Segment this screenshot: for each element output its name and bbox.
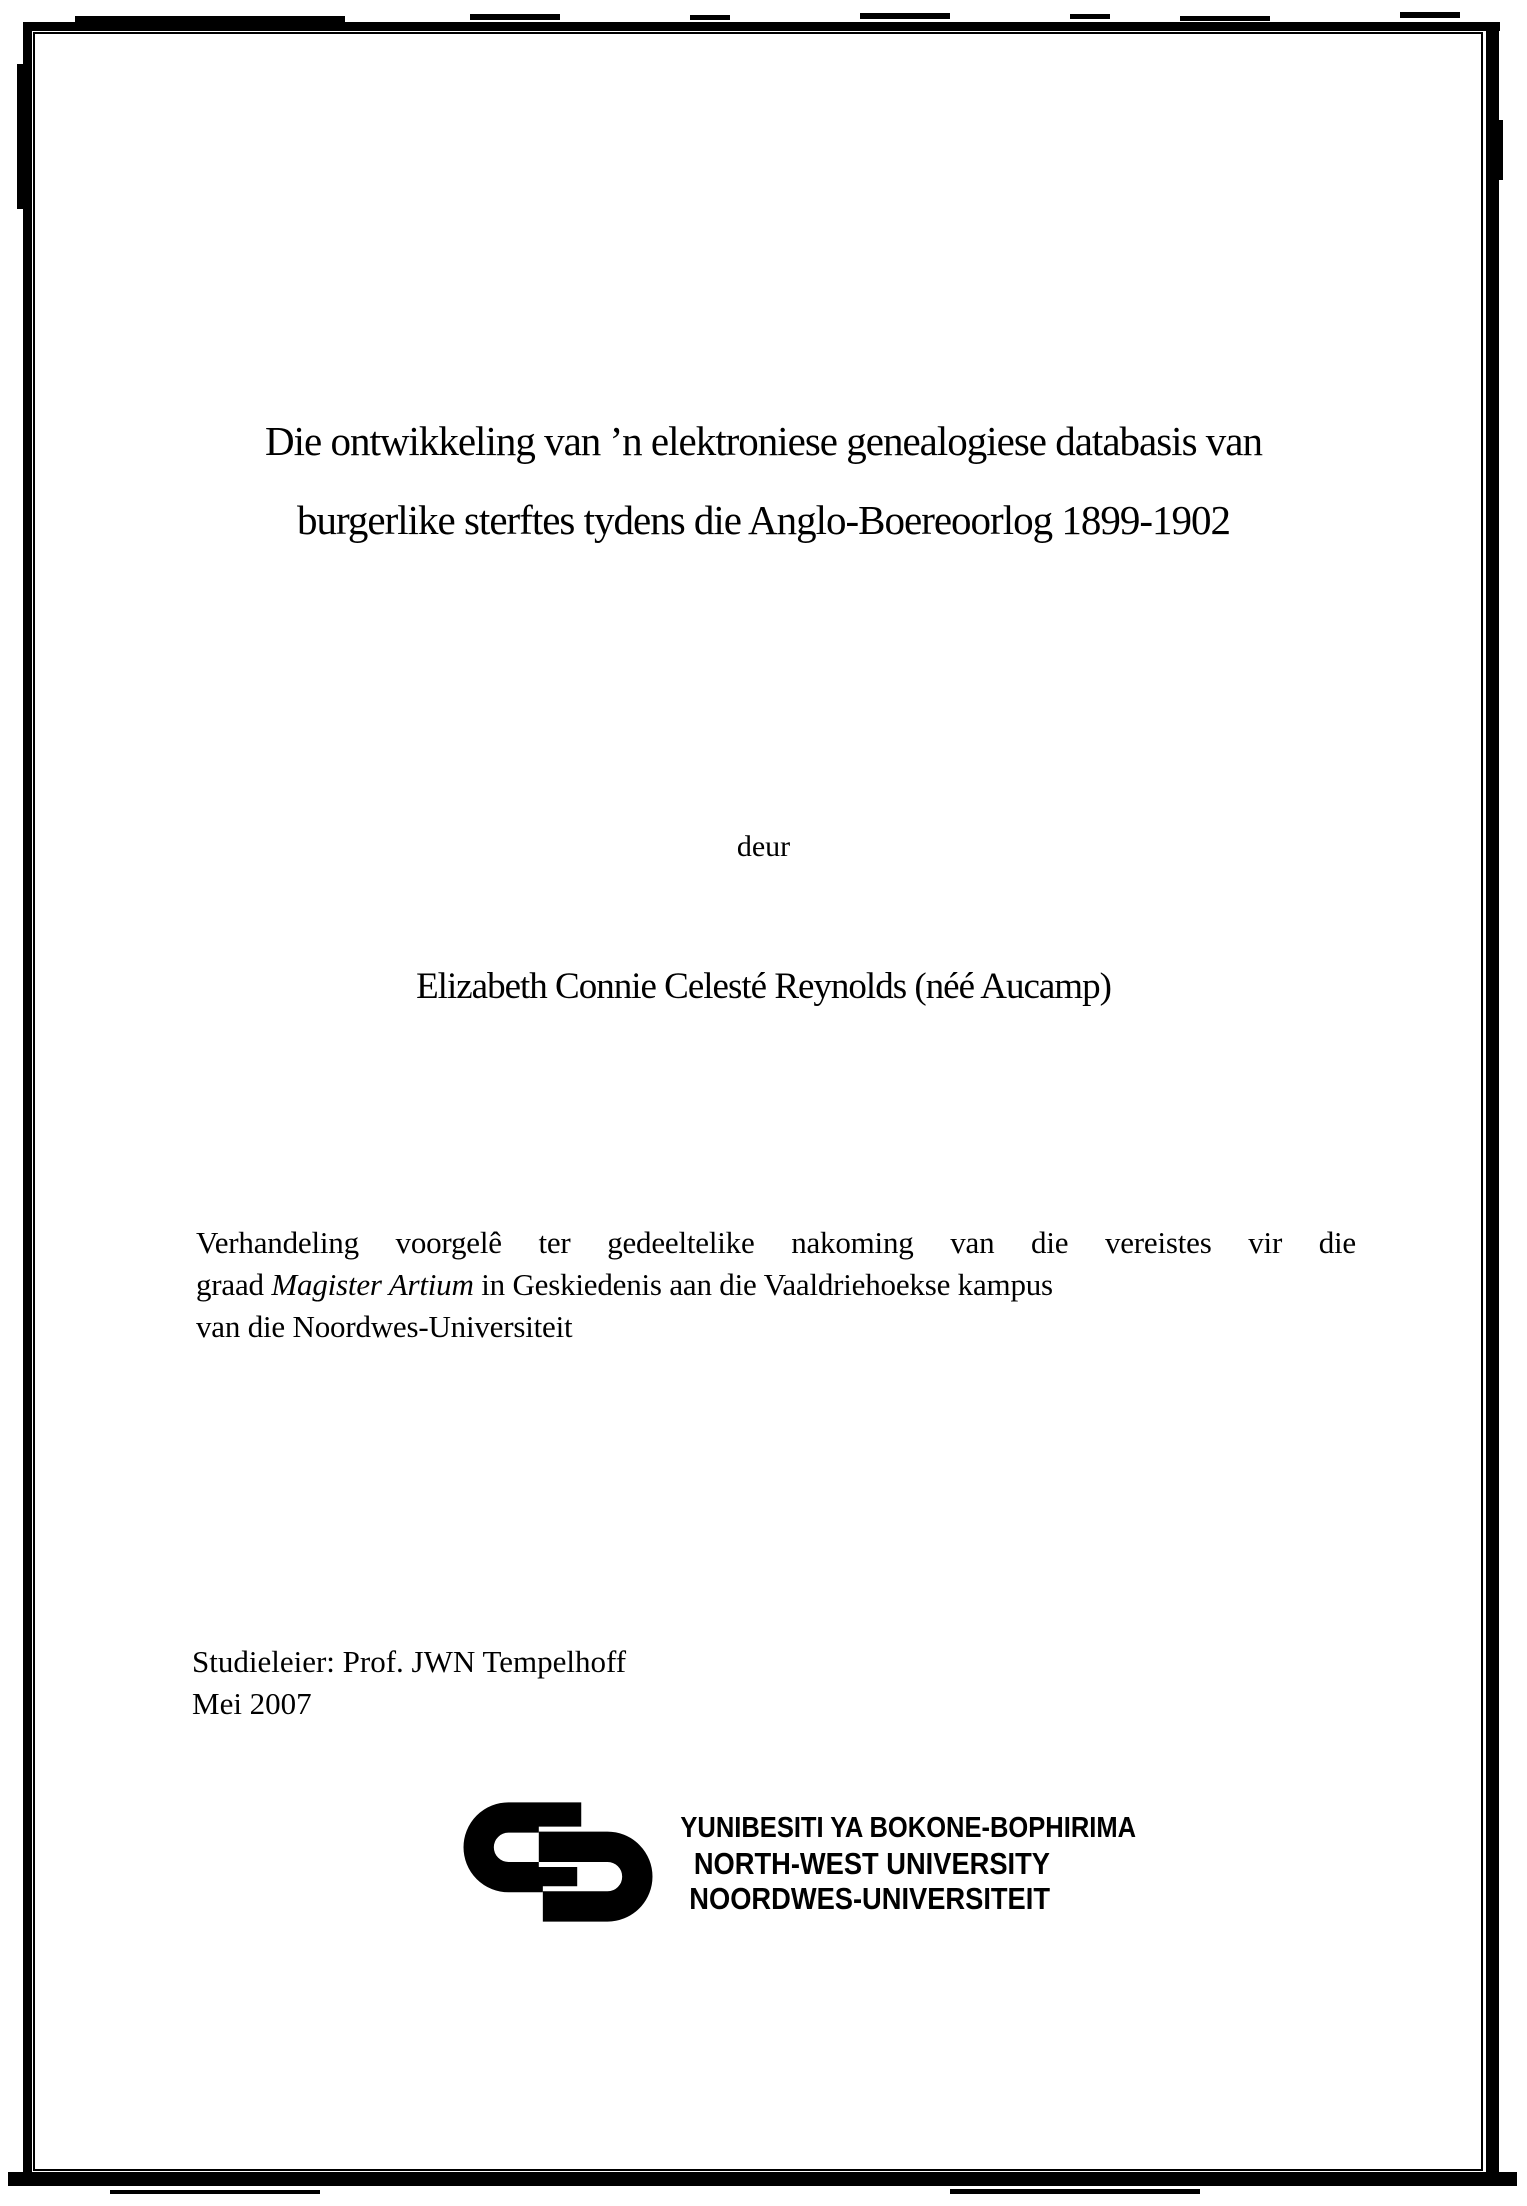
page-border-right	[1486, 22, 1499, 2185]
submission-statement	[196, 1222, 1356, 1348]
scan-artifact	[690, 15, 730, 20]
scan-artifact	[17, 64, 26, 209]
submission-statement-line1: Verhandeling voorgelê ter gedeeltelike nakoming van die vereistes vir die	[196, 1225, 1356, 1260]
submission-statement-line2	[196, 1264, 1356, 1306]
nwu-logo-wordmark	[680, 1810, 1137, 1916]
scan-artifact	[470, 14, 560, 20]
submission-statement-line3: van die Noordwes-Universiteit	[196, 1309, 573, 1344]
scan-artifact	[75, 16, 345, 23]
thesis-title	[60, 402, 1467, 560]
scan-artifact	[1070, 14, 1110, 19]
author-name: Elizabeth Connie Celesté Reynolds (néé Aucamp)	[416, 966, 1111, 1007]
page-border-top	[23, 22, 1500, 31]
thesis-title-line2: burgerlike sterftes tydens die Anglo-Boereoorlog 1899-1902	[296, 497, 1230, 543]
scan-artifact	[860, 13, 950, 19]
nwu-logo-line3: NOORDWES-UNIVERSITEIT	[689, 1881, 1050, 1916]
scan-artifact	[1180, 16, 1270, 21]
supervisor-line: Studieleier: Prof. JWN Tempelhoff	[192, 1644, 627, 1679]
nwu-logo-line1: YUNIBESITI YA BOKONE-BOPHIRIMA	[680, 1812, 1137, 1844]
nwu-logo-mark	[462, 1800, 654, 1932]
nwu-logo-line2: NORTH-WEST UNIVERSITY	[693, 1846, 1050, 1881]
degree-text-post: in Geskiedenis aan die Vaaldriehoekse kampus	[473, 1267, 1053, 1302]
page-border-bottom	[8, 2172, 1517, 2186]
degree-text-pre: graad	[196, 1267, 272, 1302]
thesis-title-line1: Die ontwikkeling van ’n elektroniese genealogiese databasis van	[265, 418, 1262, 464]
scan-artifact	[110, 2190, 320, 2194]
scan-artifact	[1498, 120, 1503, 180]
scan-artifact	[950, 2189, 1200, 2194]
degree-name: Magister Artium	[271, 1267, 474, 1302]
date-line: Mei 2007	[192, 1686, 312, 1721]
page-border-left	[23, 22, 32, 2185]
byline-label: deur	[736, 830, 791, 863]
scan-artifact	[1400, 12, 1460, 18]
